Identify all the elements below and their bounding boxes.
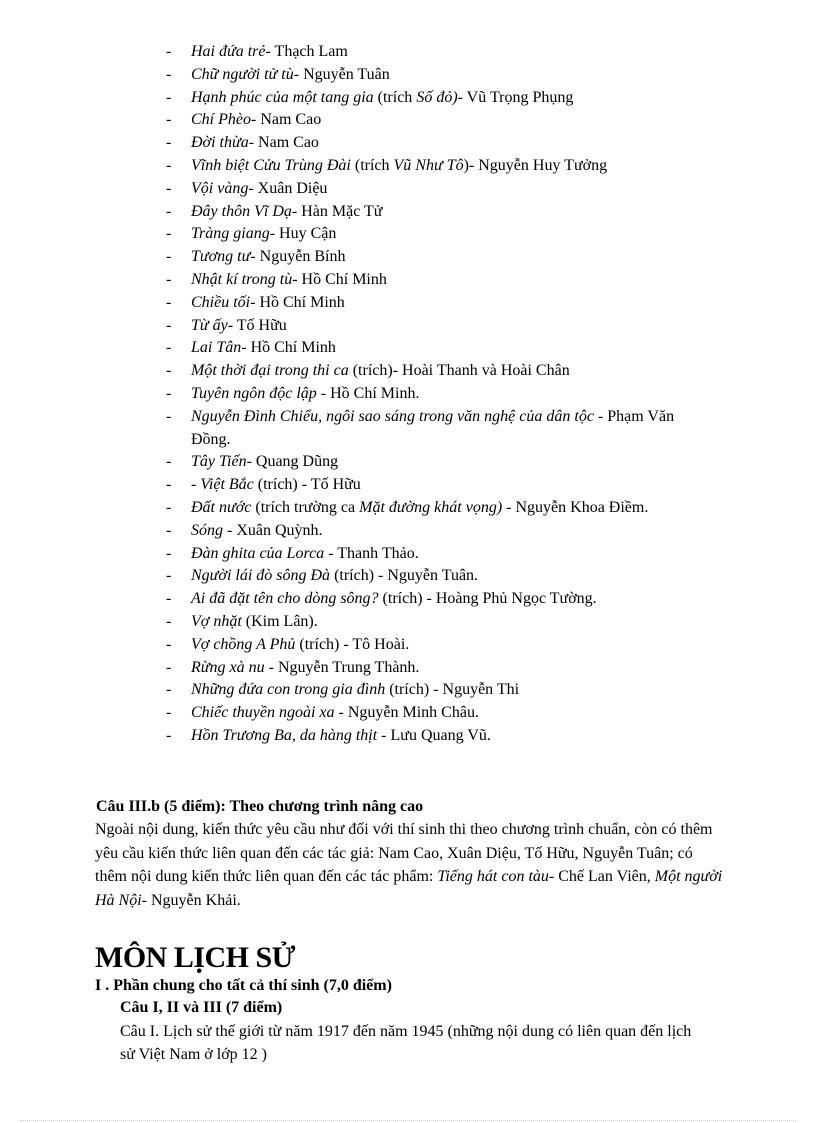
work-author: - <box>191 476 201 494</box>
list-item <box>166 497 726 520</box>
list-bullet: - <box>166 179 172 197</box>
list-bullet: - <box>166 339 172 357</box>
list-item <box>166 109 726 132</box>
list-item <box>166 201 726 224</box>
list-bullet: - <box>166 111 172 129</box>
page-bottom-rule <box>20 1120 796 1121</box>
work-title: Mặt đường khát vọng) <box>359 498 503 516</box>
work-title: Vợ chồng A Phủ <box>191 635 296 653</box>
work-title: Việt Bắc <box>200 476 254 494</box>
list-item <box>166 315 726 338</box>
list-item <box>166 337 726 360</box>
list-item <box>166 725 726 748</box>
list-bullet: - <box>166 658 172 676</box>
work-author: - Hồ Chí Minh <box>250 293 345 311</box>
work-title: Từ ấy <box>191 316 228 334</box>
work-title: Chiếc thuyền ngoài xa <box>191 704 335 722</box>
work-author: (trích <box>350 156 394 174</box>
list-item <box>166 269 726 292</box>
work-title: Lai Tân <box>191 339 242 357</box>
list-item <box>166 292 726 315</box>
list-item <box>166 41 726 64</box>
work-author: - Xuân Diệu <box>248 179 328 197</box>
work-author: - Hàn Mặc Tử <box>291 202 383 220</box>
work-author: )- Nguyễn Huy Tưởng <box>463 156 608 174</box>
literary-works-list <box>166 41 726 748</box>
list-bullet: - <box>166 134 172 152</box>
list-item <box>166 383 726 406</box>
work-author: - Nam Cao <box>248 134 319 152</box>
work-author: - Hồ Chí Minh. <box>316 384 420 402</box>
work-author: (trích <box>373 88 417 106</box>
work-title: Chiều tối <box>191 293 251 311</box>
list-bullet: - <box>166 65 172 83</box>
work-author: (Kim Lân). <box>241 612 318 630</box>
list-bullet: - <box>166 362 172 380</box>
work-title: Một thời đại trong thi ca <box>191 362 349 380</box>
list-bullet: - <box>166 248 172 266</box>
subject-title: MÔN LỊCH SỬ <box>95 941 296 974</box>
list-bullet: - <box>166 612 172 630</box>
work-author: - Nguyễn Trung Thành. <box>264 658 420 676</box>
work-author: - Huy Cận <box>269 225 337 243</box>
part-heading: I . Phần chung cho tất cả thí sinh (7,0 điểm) <box>95 977 392 994</box>
work-title: Rừng xà nu <box>191 658 265 676</box>
list-bullet: - <box>166 453 172 471</box>
list-item <box>166 520 726 543</box>
list-bullet: - <box>166 316 172 334</box>
work-title: Vợ nhặt <box>191 612 242 630</box>
list-item <box>166 223 726 246</box>
work-title: Một người Hà Nội <box>95 868 723 909</box>
list-item <box>166 451 726 474</box>
work-title: Tương tư <box>191 248 251 266</box>
work-title: Vội vàng <box>191 179 249 197</box>
work-title: Đây thôn Vĩ Dạ <box>191 202 292 220</box>
list-bullet: - <box>166 681 172 699</box>
work-author: - Quang Dũng <box>246 453 339 471</box>
list-item <box>166 565 726 588</box>
list-bullet: - <box>166 270 172 288</box>
work-title: Đàn ghita của Lorca <box>191 544 325 562</box>
question-group-heading: Câu I, II và III (7 điểm) <box>120 999 283 1016</box>
work-title: Nhật kí trong tù <box>191 270 293 288</box>
work-author: - Thạch Lam <box>265 43 348 60</box>
paragraph-text: - Nguyễn Khải. <box>141 891 241 909</box>
work-title: Chữ người tử tù <box>191 65 294 83</box>
work-title: Vũ Như Tô <box>393 156 464 174</box>
work-author: - Hồ Chí Minh <box>241 339 336 357</box>
list-bullet: - <box>166 384 172 402</box>
work-title: Ai đã đặt tên cho dòng sông? <box>191 590 379 608</box>
work-title: Tràng giang <box>191 225 270 243</box>
work-author: - Xuân Quỳnh. <box>223 521 323 539</box>
work-title: Đất nước <box>191 498 252 516</box>
work-author: (trích) - Tô Hoài. <box>295 635 410 653</box>
work-author: - Tố Hữu <box>227 316 287 334</box>
list-bullet: - <box>166 225 172 243</box>
work-title: Số đỏ) <box>416 88 458 106</box>
list-bullet: - <box>166 635 172 653</box>
list-item <box>166 246 726 269</box>
work-author: (trích) - Tố Hữu <box>253 476 361 494</box>
list-bullet: - <box>166 407 172 425</box>
work-title: Hồn Trương Ba, da hàng thịt <box>191 726 378 744</box>
work-title: Tiếng hát con tàu <box>437 868 549 885</box>
work-author: - Phạm Văn Đồng. <box>191 407 675 448</box>
work-author: - Nam Cao <box>251 111 322 129</box>
list-item <box>166 178 726 201</box>
list-bullet: - <box>166 156 172 174</box>
list-item <box>166 87 726 110</box>
paragraph-text: - Chế Lan Viên, <box>548 868 655 885</box>
work-author: (trích) - Hoàng Phủ Ngọc Tường. <box>378 590 597 608</box>
list-bullet: - <box>166 498 172 516</box>
work-title: Tây Tiến <box>191 453 247 471</box>
work-author: - Nguyễn Khoa Điềm. <box>502 498 649 516</box>
list-bullet: - <box>166 202 172 220</box>
list-item <box>166 679 726 702</box>
paragraph-text: Ngoài nội dung, kiến thức yêu cầu như đối với thí sinh thi theo chương trình chuẩn, còn có thêm yêu cầu kiến thức liên quan đến các tác giả: Nam Cao, Xuân Diệu, Tố Hữu, Nguyễn Tuân; có thêm nội dung kiến thức liên quan đến các tác phẩm: <box>95 821 713 885</box>
list-bullet: - <box>166 521 172 539</box>
question-text: Câu I. Lịch sử thế giới từ năm 1917 đến năm 1945 (những nội dung có liên quan đến lịch sử Việt Nam ở lớp 12 ) <box>120 1023 692 1063</box>
work-title: Hai đứa trẻ <box>191 43 266 60</box>
section-paragraph <box>95 818 725 912</box>
list-bullet: - <box>166 476 172 494</box>
list-bullet: - <box>166 590 172 608</box>
list-item <box>166 634 726 657</box>
work-author: - Nguyễn Bính <box>250 248 346 266</box>
list-item <box>166 611 726 634</box>
list-item <box>166 543 726 566</box>
work-author: (trích) - Nguyễn Tuân. <box>330 567 479 585</box>
list-item <box>166 702 726 725</box>
work-author: - Hồ Chí Minh <box>292 270 387 288</box>
work-title: Hạnh phúc của một tang gia <box>191 88 374 106</box>
work-author: (trích trường ca <box>251 498 360 516</box>
work-author: - Thanh Thảo. <box>324 544 419 562</box>
work-author: - Vũ Trọng Phụng <box>457 88 574 106</box>
list-item <box>166 588 726 611</box>
list-item <box>166 132 726 155</box>
work-title: Đời thừa <box>191 134 249 152</box>
work-title: Tuyên ngôn độc lập <box>191 384 317 402</box>
work-author: - Nguyễn Tuân <box>293 65 390 83</box>
list-item <box>166 155 726 178</box>
work-title: Sóng <box>191 521 223 539</box>
work-title: Nguyễn Đình Chiểu, ngôi sao sáng trong văn nghệ của dân tộc <box>191 407 594 425</box>
list-bullet: - <box>166 88 172 106</box>
list-bullet: - <box>166 43 172 60</box>
list-item <box>166 406 726 452</box>
list-bullet: - <box>166 293 172 311</box>
work-title: Vĩnh biệt Cửu Trùng Đài <box>191 156 351 174</box>
work-title: Những đứa con trong gia đình <box>191 681 386 699</box>
list-bullet: - <box>166 704 172 722</box>
list-bullet: - <box>166 726 172 744</box>
list-bullet: - <box>166 567 172 585</box>
list-bullet: - <box>166 544 172 562</box>
work-author: (trích) - Nguyễn Thi <box>385 681 520 699</box>
list-item <box>166 474 726 497</box>
list-item <box>166 64 726 87</box>
work-author: - Lưu Quang Vũ. <box>377 726 491 744</box>
work-author: (trích)- Hoài Thanh và Hoài Chân <box>348 362 570 380</box>
work-author: - Nguyễn Minh Châu. <box>334 704 479 722</box>
list-item <box>166 657 726 680</box>
work-title: Người lái đò sông Đà <box>191 567 331 585</box>
list-item <box>166 360 726 383</box>
work-title: Chí Phèo <box>191 111 251 129</box>
section-heading: Câu III.b (5 điểm): Theo chương trình nâng cao <box>96 798 424 815</box>
